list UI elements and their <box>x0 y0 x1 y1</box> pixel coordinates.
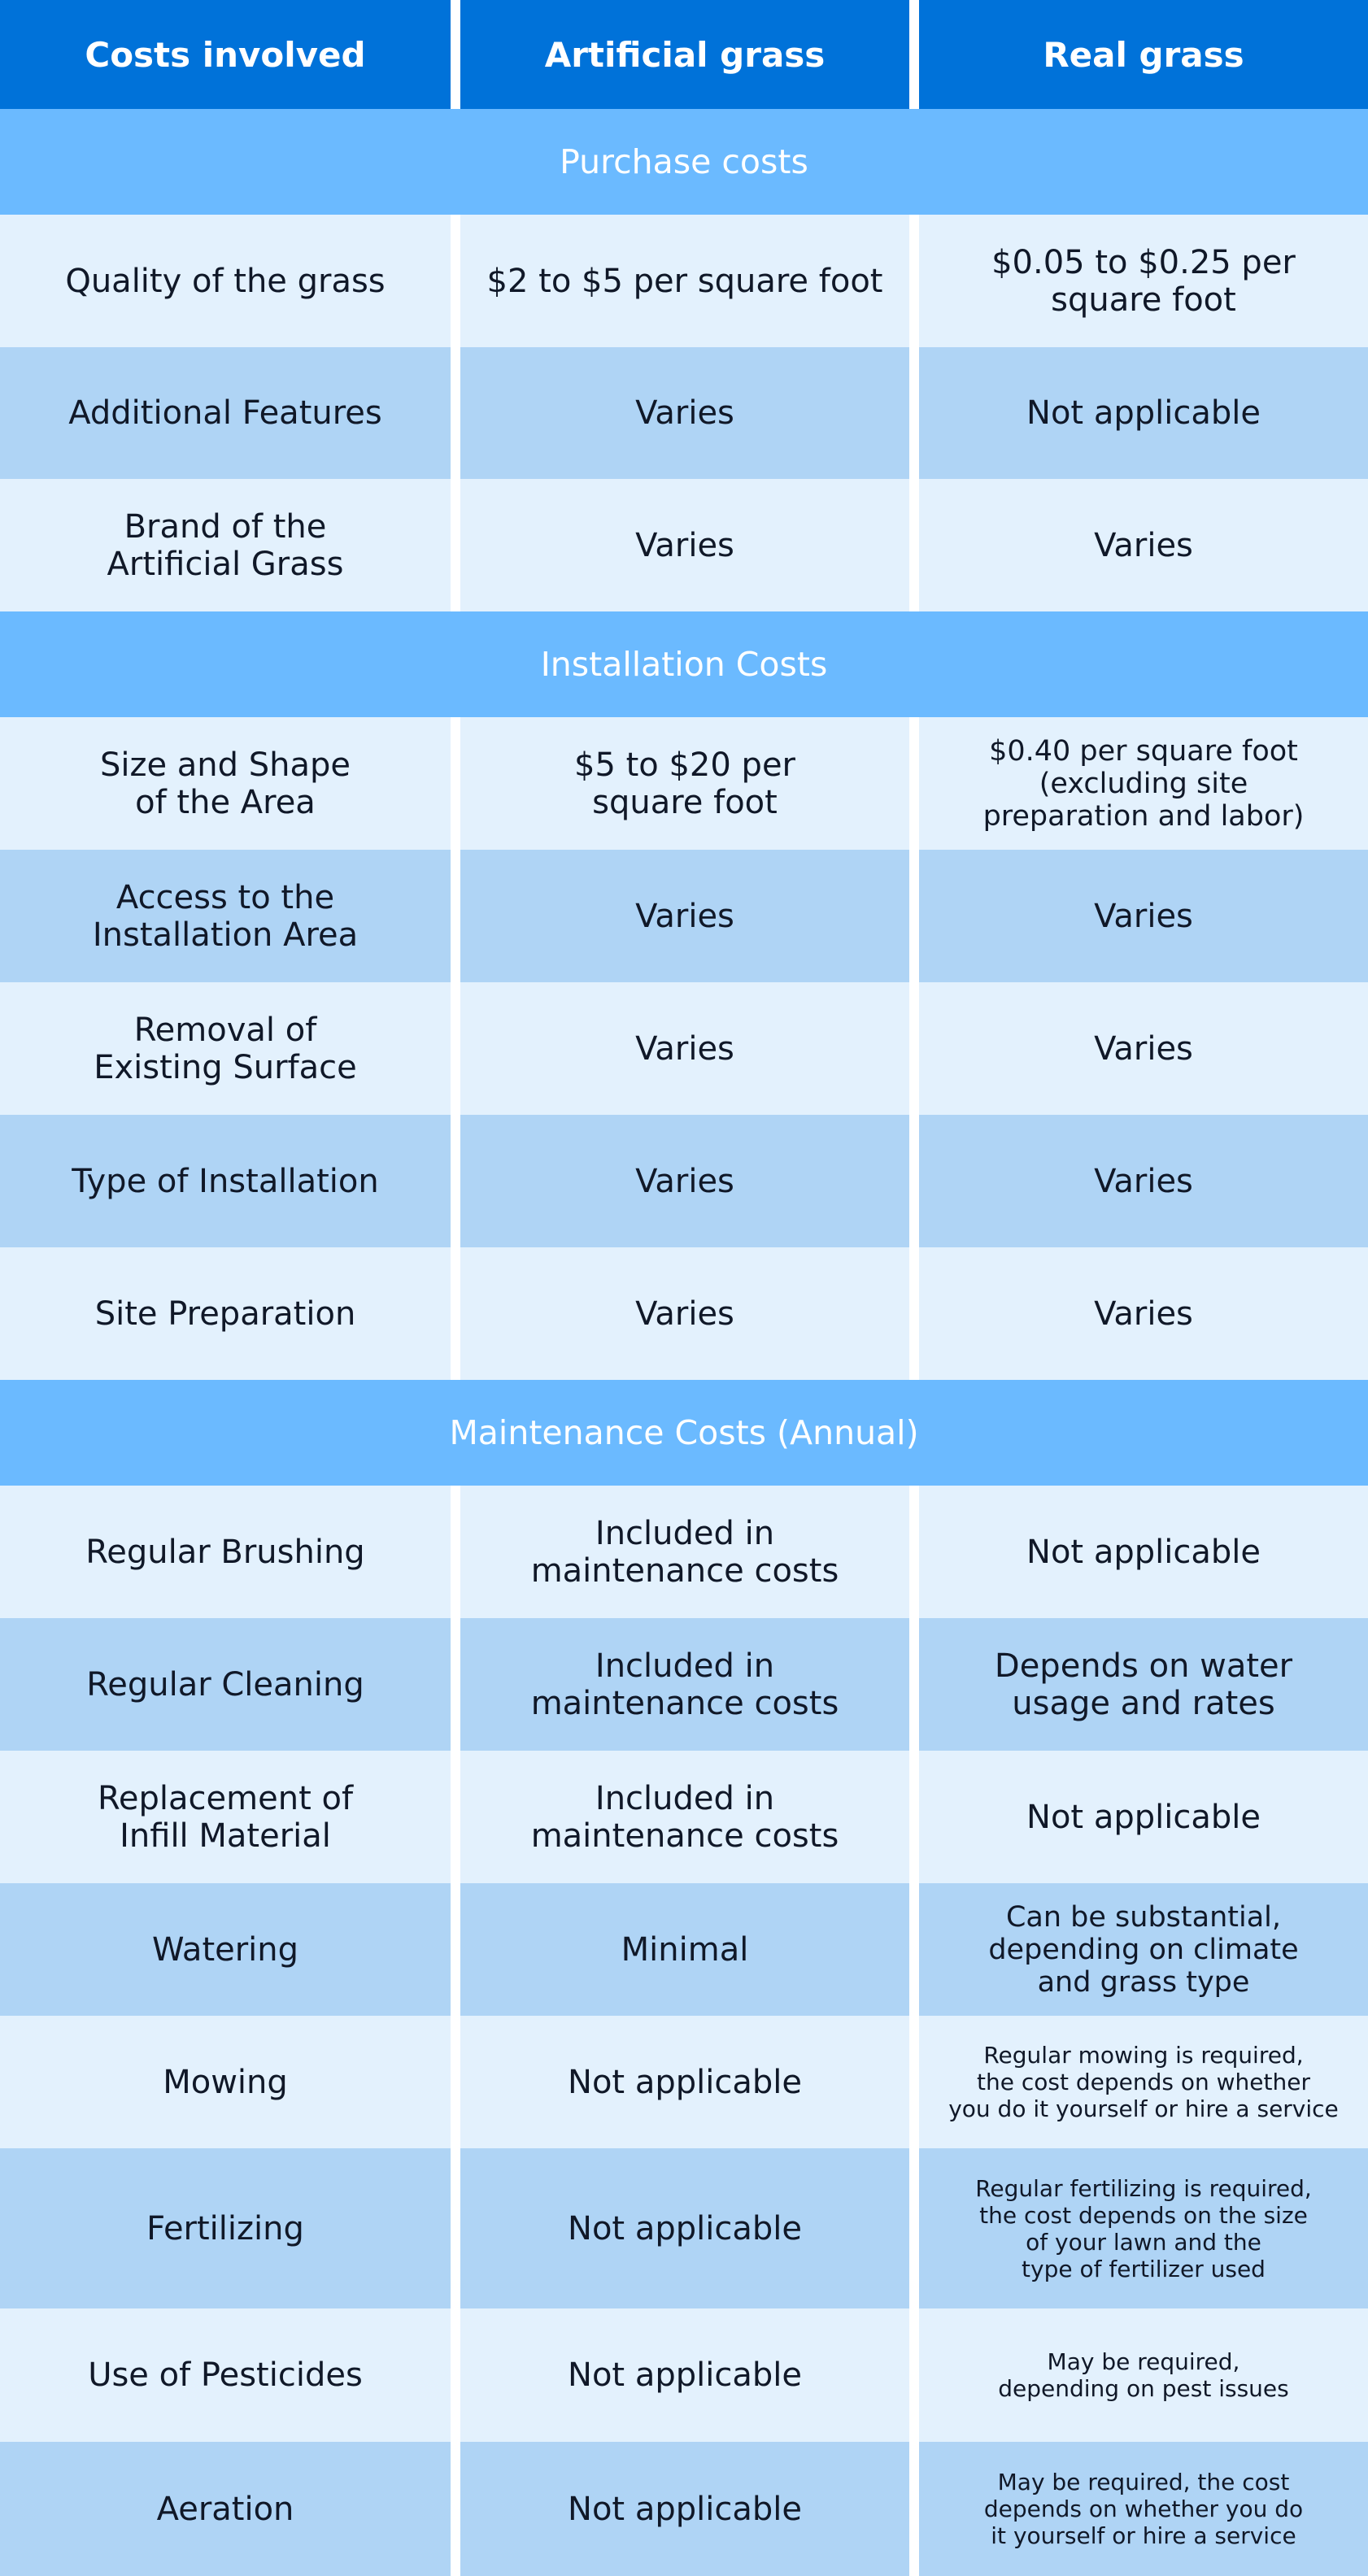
artificial-value: Varies <box>460 1115 909 1247</box>
row-label: Removal of Existing Surface <box>0 982 451 1115</box>
artificial-value: Not applicable <box>460 2016 909 2148</box>
row-label: Fertilizing <box>0 2148 451 2308</box>
row-label: Replacement of Infill Material <box>0 1751 451 1883</box>
row-label: Brand of the Artificial Grass <box>0 479 451 611</box>
real-value: May be required, the cost depends on whether you do it yourself or hire a service <box>919 2442 1368 2576</box>
artificial-value: Not applicable <box>460 2148 909 2308</box>
real-value: Varies <box>919 982 1368 1115</box>
row-label: Size and Shape of the Area <box>0 717 451 850</box>
row-label: Use of Pesticides <box>0 2308 451 2442</box>
artificial-value: Minimal <box>460 1883 909 2016</box>
real-value: Varies <box>919 1115 1368 1247</box>
artificial-value: Varies <box>460 479 909 611</box>
artificial-value: Varies <box>460 850 909 982</box>
real-value: Can be substantial, depending on climate and grass type <box>919 1883 1368 2016</box>
table-row <box>0 1751 1368 1883</box>
row-label: Quality of the grass <box>0 215 451 347</box>
real-value: Regular mowing is required, the cost depends on whether you do it yourself or hire a service <box>919 2016 1368 2148</box>
table-row <box>0 1247 1368 1380</box>
table-row <box>0 2148 1368 2308</box>
header-real-grass: Real grass <box>919 0 1368 109</box>
real-value: $0.05 to $0.25 per square foot <box>919 215 1368 347</box>
table-row <box>0 479 1368 611</box>
artificial-value: $5 to $20 per square foot <box>460 717 909 850</box>
row-label: Access to the Installation Area <box>0 850 451 982</box>
table-row <box>0 1618 1368 1751</box>
artificial-value: Varies <box>460 347 909 479</box>
artificial-value: Included in maintenance costs <box>460 1751 909 1883</box>
row-label: Mowing <box>0 2016 451 2148</box>
table-row <box>0 1486 1368 1618</box>
real-value: Not applicable <box>919 1751 1368 1883</box>
table-row <box>0 850 1368 982</box>
row-label: Watering <box>0 1883 451 2016</box>
real-value: Depends on water usage and rates <box>919 1618 1368 1751</box>
real-value: May be required, depending on pest issues <box>919 2308 1368 2442</box>
row-label: Additional Features <box>0 347 451 479</box>
table-row <box>0 215 1368 347</box>
row-label: Regular Cleaning <box>0 1618 451 1751</box>
row-label: Site Preparation <box>0 1247 451 1380</box>
artificial-value: Not applicable <box>460 2308 909 2442</box>
section-purchase-costs: Purchase costs <box>0 109 1368 215</box>
table-row <box>0 1883 1368 2016</box>
real-value: Regular fertilizing is required, the cost depends on the size of your lawn and the type of fertilizer used <box>919 2148 1368 2308</box>
artificial-value: Included in maintenance costs <box>460 1618 909 1751</box>
artificial-value: Varies <box>460 1247 909 1380</box>
table-row <box>0 2016 1368 2148</box>
artificial-value: Varies <box>460 982 909 1115</box>
artificial-value: Not applicable <box>460 2442 909 2576</box>
table-row <box>0 1115 1368 1247</box>
artificial-value: $2 to $5 per square foot <box>460 215 909 347</box>
real-value: $0.40 per square foot (excluding site preparation and labor) <box>919 717 1368 850</box>
section-maintenance-costs: Maintenance Costs (Annual) <box>0 1380 1368 1486</box>
real-value: Not applicable <box>919 347 1368 479</box>
table-row <box>0 347 1368 479</box>
table-row <box>0 717 1368 850</box>
header-artificial-grass: Artificial grass <box>460 0 909 109</box>
real-value: Varies <box>919 850 1368 982</box>
table-row <box>0 982 1368 1115</box>
real-value: Varies <box>919 479 1368 611</box>
row-label: Type of Installation <box>0 1115 451 1247</box>
table-header-row <box>0 0 1368 109</box>
artificial-value: Included in maintenance costs <box>460 1486 909 1618</box>
real-value: Varies <box>919 1247 1368 1380</box>
section-installation-costs: Installation Costs <box>0 611 1368 717</box>
table-row <box>0 2308 1368 2442</box>
real-value: Not applicable <box>919 1486 1368 1618</box>
table-row <box>0 2442 1368 2576</box>
row-label: Aeration <box>0 2442 451 2576</box>
header-costs-involved: Costs involved <box>0 0 451 109</box>
row-label: Regular Brushing <box>0 1486 451 1618</box>
